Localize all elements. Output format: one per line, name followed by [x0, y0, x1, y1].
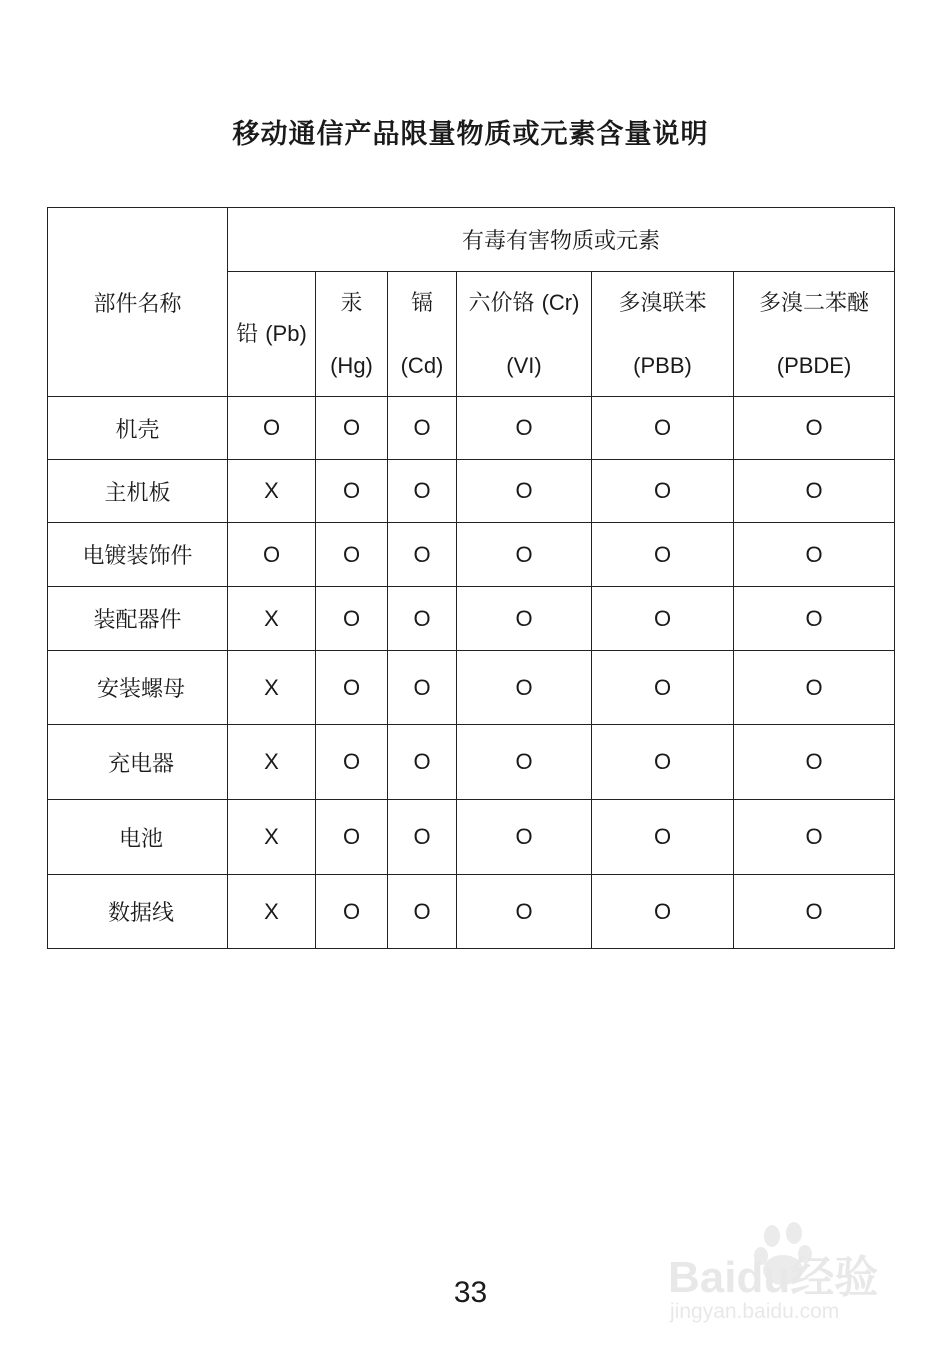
substance-value-cell: X	[228, 800, 316, 875]
substance-value-cell: O	[388, 460, 457, 523]
page-number: 33	[453, 1276, 488, 1309]
substance-symbol: (PBDE)	[776, 352, 852, 378]
part-name-cell: 安装螺母	[48, 651, 228, 725]
substance-value-cell: O	[734, 875, 895, 949]
part-name-cell: 电镀装饰件	[48, 523, 228, 587]
substance-symbol: (PBB)	[633, 352, 692, 378]
substance-table	[47, 207, 895, 949]
header-lead	[228, 272, 316, 397]
substance-value-cell: O	[316, 800, 388, 875]
substance-value-cell: O	[734, 587, 895, 651]
substance-value-cell: O	[316, 587, 388, 651]
substance-value-cell: O	[316, 460, 388, 523]
watermark-url: jingyan.baidu.com	[670, 1300, 840, 1323]
hazardous-substances-header: 有毒有害物质或元素	[228, 208, 895, 272]
part-name-cell: 电池	[48, 800, 228, 875]
substance-name: 多溴联苯	[618, 290, 707, 316]
table-body	[48, 397, 895, 949]
part-name-cell: 主机板	[48, 460, 228, 523]
substance-name: 镉	[410, 290, 433, 316]
substance-symbol: (Pb)	[265, 321, 307, 346]
substance-value-cell: O	[388, 523, 457, 587]
header-pbde	[734, 272, 895, 397]
substance-value-cell: O	[457, 651, 592, 725]
header-hexavalent-chromium	[457, 272, 592, 397]
substance-symbol: (Hg)	[330, 352, 373, 378]
header-mercury	[316, 272, 388, 397]
baidu-watermark-logo	[668, 1222, 883, 1327]
substance-value-cell: X	[228, 587, 316, 651]
part-name-cell: 机壳	[48, 397, 228, 460]
substance-value-cell: O	[592, 651, 734, 725]
substance-value-cell: O	[592, 523, 734, 587]
substance-value-cell: O	[734, 725, 895, 800]
substance-value-cell: O	[316, 651, 388, 725]
substance-value-cell: O	[388, 800, 457, 875]
substance-value-cell: O	[388, 397, 457, 460]
substance-symbol: (Cr)	[541, 290, 580, 315]
table-row	[48, 800, 895, 875]
substance-value-cell: O	[592, 587, 734, 651]
table-row	[48, 651, 895, 725]
part-name-cell: 装配器件	[48, 587, 228, 651]
table-row	[48, 460, 895, 523]
substance-value-cell: X	[228, 460, 316, 523]
table-row	[48, 875, 895, 949]
substance-value-cell: O	[592, 460, 734, 523]
substance-value-cell: O	[388, 875, 457, 949]
substance-value-cell: O	[388, 725, 457, 800]
substance-value-cell: O	[457, 725, 592, 800]
substance-value-cell: O	[592, 875, 734, 949]
header-pbb	[592, 272, 734, 397]
substance-value-cell: O	[592, 397, 734, 460]
substance-value-cell: O	[316, 397, 388, 460]
table-row	[48, 587, 895, 651]
substance-value-cell: O	[734, 460, 895, 523]
substance-value-cell: O	[457, 460, 592, 523]
part-name-cell: 充电器	[48, 725, 228, 800]
substance-value-cell: O	[457, 800, 592, 875]
substance-value-cell: O	[228, 523, 316, 587]
substance-value-cell: X	[228, 651, 316, 725]
table-row	[48, 725, 895, 800]
substance-value-cell: X	[228, 875, 316, 949]
substance-value-cell: O	[734, 800, 895, 875]
substance-symbol-2: (VI)	[506, 353, 542, 378]
substance-value-cell: O	[592, 725, 734, 800]
substance-value-cell: O	[734, 397, 895, 460]
substance-value-cell: O	[457, 523, 592, 587]
substance-value-cell: O	[457, 397, 592, 460]
substance-name: 汞	[340, 290, 363, 316]
substance-value-cell: O	[316, 875, 388, 949]
substance-value-cell: O	[316, 725, 388, 800]
substance-value-cell: O	[316, 523, 388, 587]
document-title: 移动通信产品限量物质或元素含量说明	[232, 119, 709, 150]
substance-value-cell: O	[734, 651, 895, 725]
substance-name: 铅	[236, 322, 259, 347]
substance-name: 六价铬	[468, 291, 535, 316]
table-row	[48, 523, 895, 587]
substance-name: 多溴二苯醚	[759, 290, 870, 316]
part-name-cell: 数据线	[48, 875, 228, 949]
part-name-header: 部件名称	[48, 208, 228, 397]
header-cadmium	[388, 272, 457, 397]
watermark-brand: Baidu经验	[668, 1253, 879, 1302]
table-row	[48, 397, 895, 460]
substance-value-cell: O	[388, 587, 457, 651]
substance-value-cell: O	[734, 523, 895, 587]
substance-value-cell: O	[457, 875, 592, 949]
substance-value-cell: X	[228, 725, 316, 800]
substance-value-cell: O	[388, 651, 457, 725]
substance-value-cell: O	[228, 397, 316, 460]
substance-symbol: (Cd)	[400, 352, 444, 378]
substance-value-cell: O	[592, 800, 734, 875]
substance-value-cell: O	[457, 587, 592, 651]
